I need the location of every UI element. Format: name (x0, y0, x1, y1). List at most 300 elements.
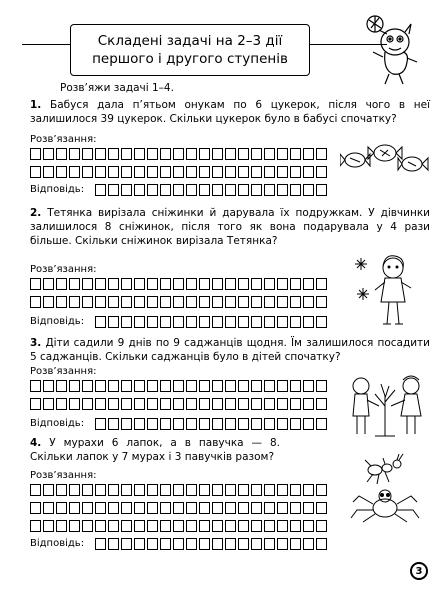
grid-cell[interactable] (69, 502, 80, 514)
grid-cell[interactable] (290, 296, 301, 308)
grid-cell[interactable] (316, 520, 327, 532)
grid-cell[interactable] (56, 296, 67, 308)
answer-grid-row[interactable] (30, 148, 329, 160)
grid-cell[interactable] (316, 398, 327, 410)
grid-cell[interactable] (43, 166, 54, 178)
grid-cell[interactable] (69, 278, 80, 290)
grid-cell[interactable] (147, 538, 158, 550)
grid-cell[interactable] (69, 296, 80, 308)
grid-cell[interactable] (160, 418, 171, 430)
grid-cell[interactable] (264, 316, 275, 328)
grid-cell[interactable] (160, 380, 171, 392)
grid-cell[interactable] (238, 538, 249, 550)
grid-cell[interactable] (147, 296, 158, 308)
grid-cell[interactable] (56, 166, 67, 178)
answer-grid-row[interactable] (95, 418, 329, 430)
grid-cell[interactable] (186, 520, 197, 532)
grid-cell[interactable] (251, 538, 262, 550)
grid-cell[interactable] (160, 296, 171, 308)
grid-cell[interactable] (147, 278, 158, 290)
grid-cell[interactable] (43, 380, 54, 392)
grid-cell[interactable] (186, 502, 197, 514)
grid-cell[interactable] (316, 484, 327, 496)
grid-cell[interactable] (173, 184, 184, 196)
grid-cell[interactable] (290, 148, 301, 160)
grid-cell[interactable] (212, 296, 223, 308)
grid-cell[interactable] (82, 398, 93, 410)
grid-cell[interactable] (173, 278, 184, 290)
grid-cell[interactable] (290, 398, 301, 410)
grid-cell[interactable] (30, 398, 41, 410)
grid-cell[interactable] (134, 502, 145, 514)
grid-cell[interactable] (121, 184, 132, 196)
grid-cell[interactable] (30, 502, 41, 514)
task-number: 2. (30, 207, 42, 219)
grid-cell[interactable] (290, 278, 301, 290)
grid-cell[interactable] (212, 148, 223, 160)
grid-cell[interactable] (160, 166, 171, 178)
grid-cell[interactable] (199, 502, 210, 514)
grid-cell[interactable] (199, 520, 210, 532)
grid-cell[interactable] (69, 380, 80, 392)
grid-cell[interactable] (56, 398, 67, 410)
grid-cell[interactable] (238, 484, 249, 496)
grid-cell[interactable] (121, 502, 132, 514)
answer-grid-row[interactable] (95, 538, 329, 550)
grid-cell[interactable] (199, 380, 210, 392)
grid-cell[interactable] (264, 278, 275, 290)
grid-cell[interactable] (134, 418, 145, 430)
grid-cell[interactable] (56, 484, 67, 496)
grid-cell[interactable] (264, 398, 275, 410)
grid-cell[interactable] (199, 278, 210, 290)
grid-cell[interactable] (134, 538, 145, 550)
grid-cell[interactable] (43, 520, 54, 532)
grid-cell[interactable] (95, 184, 106, 196)
grid-cell[interactable] (121, 148, 132, 160)
grid-cell[interactable] (30, 278, 41, 290)
grid-cell[interactable] (225, 296, 236, 308)
grid-cell[interactable] (95, 316, 106, 328)
grid-cell[interactable] (108, 184, 119, 196)
grid-cell[interactable] (212, 538, 223, 550)
grid-cell[interactable] (264, 418, 275, 430)
grid-cell[interactable] (134, 166, 145, 178)
grid-cell[interactable] (43, 484, 54, 496)
grid-cell[interactable] (186, 184, 197, 196)
grid-cell[interactable] (290, 538, 301, 550)
grid-cell[interactable] (43, 278, 54, 290)
title-box (70, 24, 310, 76)
grid-cell[interactable] (238, 502, 249, 514)
grid-cell[interactable] (212, 380, 223, 392)
grid-cell[interactable] (290, 316, 301, 328)
grid-cell[interactable] (303, 296, 314, 308)
grid-cell[interactable] (303, 278, 314, 290)
grid-cell[interactable] (173, 538, 184, 550)
grid-cell[interactable] (251, 166, 262, 178)
grid-cell[interactable] (121, 418, 132, 430)
grid-cell[interactable] (316, 184, 327, 196)
grid-cell[interactable] (147, 520, 158, 532)
grid-cell[interactable] (147, 418, 158, 430)
grid-cell[interactable] (264, 148, 275, 160)
grid-cell[interactable] (160, 184, 171, 196)
grid-cell[interactable] (238, 418, 249, 430)
grid-cell[interactable] (30, 148, 41, 160)
answer-grid-row[interactable] (30, 166, 329, 178)
grid-cell[interactable] (160, 538, 171, 550)
grid-cell[interactable] (212, 502, 223, 514)
grid-cell[interactable] (30, 296, 41, 308)
grid-cell[interactable] (238, 148, 249, 160)
grid-cell[interactable] (56, 278, 67, 290)
grid-cell[interactable] (277, 278, 288, 290)
grid-cell[interactable] (264, 502, 275, 514)
grid-cell[interactable] (147, 380, 158, 392)
grid-cell[interactable] (82, 148, 93, 160)
grid-cell[interactable] (264, 166, 275, 178)
grid-cell[interactable] (56, 502, 67, 514)
grid-cell[interactable] (82, 380, 93, 392)
grid-cell[interactable] (108, 148, 119, 160)
grid-cell[interactable] (264, 484, 275, 496)
grid-cell[interactable] (173, 296, 184, 308)
grid-cell[interactable] (225, 316, 236, 328)
grid-cell[interactable] (186, 316, 197, 328)
grid-cell[interactable] (212, 166, 223, 178)
grid-cell[interactable] (251, 148, 262, 160)
grid-cell[interactable] (56, 520, 67, 532)
grid-cell[interactable] (251, 398, 262, 410)
grid-cell[interactable] (147, 398, 158, 410)
grid-cell[interactable] (173, 380, 184, 392)
grid-cell[interactable] (160, 520, 171, 532)
grid-cell[interactable] (173, 484, 184, 496)
grid-cell[interactable] (108, 316, 119, 328)
grid-cell[interactable] (225, 502, 236, 514)
grid-cell[interactable] (238, 380, 249, 392)
grid-cell[interactable] (212, 184, 223, 196)
grid-cell[interactable] (238, 520, 249, 532)
task-text: Бабуся дала п’ятьом онукам по 6 цукерок, після чого в неї залишилося 39 цукерок. Скільки цукерок було в бабусі спочатку? (30, 99, 431, 125)
grid-cell[interactable] (212, 418, 223, 430)
grid-cell[interactable] (290, 502, 301, 514)
grid-cell[interactable] (290, 380, 301, 392)
grid-cell[interactable] (225, 538, 236, 550)
grid-cell[interactable] (108, 166, 119, 178)
answer-grid-row[interactable] (95, 316, 329, 328)
grid-cell[interactable] (121, 166, 132, 178)
grid-cell[interactable] (238, 184, 249, 196)
grid-cell[interactable] (173, 418, 184, 430)
grid-cell[interactable] (199, 418, 210, 430)
grid-cell[interactable] (108, 484, 119, 496)
grid-cell[interactable] (225, 520, 236, 532)
grid-cell[interactable] (108, 398, 119, 410)
grid-cell[interactable] (303, 380, 314, 392)
grid-cell[interactable] (238, 316, 249, 328)
grid-cell[interactable] (251, 484, 262, 496)
grid-cell[interactable] (251, 184, 262, 196)
grid-cell[interactable] (277, 316, 288, 328)
grid-cell[interactable] (290, 484, 301, 496)
grid-cell[interactable] (108, 278, 119, 290)
grid-cell[interactable] (108, 520, 119, 532)
grid-cell[interactable] (251, 316, 262, 328)
grid-cell[interactable] (316, 166, 327, 178)
grid-cell[interactable] (82, 484, 93, 496)
grid-cell[interactable] (316, 278, 327, 290)
grid-cell[interactable] (134, 484, 145, 496)
grid-cell[interactable] (95, 278, 106, 290)
grid-cell[interactable] (225, 278, 236, 290)
answer-grid-row[interactable] (95, 184, 329, 196)
grid-cell[interactable] (69, 148, 80, 160)
grid-cell[interactable] (121, 398, 132, 410)
grid-cell[interactable] (251, 278, 262, 290)
grid-cell[interactable] (212, 484, 223, 496)
grid-cell[interactable] (173, 398, 184, 410)
grid-cell[interactable] (108, 502, 119, 514)
grid-cell[interactable] (303, 418, 314, 430)
grid-cell[interactable] (212, 398, 223, 410)
grid-cell[interactable] (43, 502, 54, 514)
grid-cell[interactable] (277, 484, 288, 496)
grid-cell[interactable] (225, 484, 236, 496)
grid-cell[interactable] (95, 418, 106, 430)
grid-cell[interactable] (303, 184, 314, 196)
grid-cell[interactable] (121, 316, 132, 328)
grid-cell[interactable] (121, 296, 132, 308)
grid-cell[interactable] (108, 538, 119, 550)
grid-cell[interactable] (108, 418, 119, 430)
grid-cell[interactable] (277, 520, 288, 532)
task-number: 1. (30, 99, 42, 111)
grid-cell[interactable] (186, 418, 197, 430)
grid-cell[interactable] (147, 502, 158, 514)
grid-cell[interactable] (303, 166, 314, 178)
grid-cell[interactable] (147, 148, 158, 160)
grid-cell[interactable] (316, 148, 327, 160)
grid-cell[interactable] (160, 316, 171, 328)
grid-cell[interactable] (186, 166, 197, 178)
grid-cell[interactable] (95, 538, 106, 550)
grid-cell[interactable] (303, 316, 314, 328)
grid-cell[interactable] (264, 296, 275, 308)
grid-cell[interactable] (290, 166, 301, 178)
grid-cell[interactable] (186, 398, 197, 410)
grid-cell[interactable] (303, 398, 314, 410)
grid-cell[interactable] (277, 296, 288, 308)
grid-cell[interactable] (186, 296, 197, 308)
grid-cell[interactable] (225, 380, 236, 392)
grid-cell[interactable] (134, 296, 145, 308)
grid-cell[interactable] (160, 278, 171, 290)
grid-cell[interactable] (277, 166, 288, 178)
grid-cell[interactable] (225, 166, 236, 178)
grid-cell[interactable] (134, 380, 145, 392)
grid-cell[interactable] (30, 484, 41, 496)
answer-grid-row[interactable] (30, 398, 329, 410)
grid-cell[interactable] (277, 184, 288, 196)
answer-grid-row[interactable] (30, 296, 329, 308)
grid-cell[interactable] (95, 520, 106, 532)
grid-cell[interactable] (56, 148, 67, 160)
grid-cell[interactable] (95, 148, 106, 160)
grid-cell[interactable] (134, 148, 145, 160)
grid-cell[interactable] (316, 502, 327, 514)
grid-cell[interactable] (95, 166, 106, 178)
task-1 (30, 98, 430, 126)
grid-cell[interactable] (95, 484, 106, 496)
grid-cell[interactable] (82, 520, 93, 532)
grid-cell[interactable] (134, 398, 145, 410)
grid-cell[interactable] (251, 380, 262, 392)
grid-cell[interactable] (316, 296, 327, 308)
grid-cell[interactable] (82, 502, 93, 514)
grid-cell[interactable] (225, 418, 236, 430)
grid-cell[interactable] (43, 398, 54, 410)
grid-cell[interactable] (316, 538, 327, 550)
grid-cell[interactable] (277, 398, 288, 410)
grid-cell[interactable] (290, 520, 301, 532)
grid-cell[interactable] (238, 296, 249, 308)
grid-cell[interactable] (225, 184, 236, 196)
grid-cell[interactable] (264, 520, 275, 532)
grid-cell[interactable] (251, 418, 262, 430)
answer-grid-row[interactable] (30, 520, 329, 532)
grid-cell[interactable] (43, 148, 54, 160)
grid-cell[interactable] (290, 418, 301, 430)
grid-cell[interactable] (225, 398, 236, 410)
grid-cell[interactable] (238, 278, 249, 290)
grid-cell[interactable] (186, 380, 197, 392)
grid-cell[interactable] (69, 484, 80, 496)
grid-cell[interactable] (95, 398, 106, 410)
grid-cell[interactable] (199, 148, 210, 160)
grid-cell[interactable] (69, 520, 80, 532)
grid-cell[interactable] (108, 380, 119, 392)
grid-cell[interactable] (212, 520, 223, 532)
grid-cell[interactable] (199, 166, 210, 178)
grid-cell[interactable] (147, 184, 158, 196)
grid-cell[interactable] (160, 148, 171, 160)
grid-cell[interactable] (277, 538, 288, 550)
grid-cell[interactable] (251, 502, 262, 514)
grid-cell[interactable] (316, 380, 327, 392)
grid-cell[interactable] (173, 316, 184, 328)
grid-cell[interactable] (186, 148, 197, 160)
grid-cell[interactable] (121, 520, 132, 532)
grid-cell[interactable] (290, 184, 301, 196)
grid-cell[interactable] (186, 484, 197, 496)
grid-cell[interactable] (95, 380, 106, 392)
grid-cell[interactable] (303, 502, 314, 514)
grid-cell[interactable] (199, 538, 210, 550)
grid-cell[interactable] (303, 520, 314, 532)
grid-cell[interactable] (316, 316, 327, 328)
grid-cell[interactable] (95, 502, 106, 514)
grid-cell[interactable] (134, 278, 145, 290)
grid-cell[interactable] (173, 148, 184, 160)
grid-cell[interactable] (251, 296, 262, 308)
grid-cell[interactable] (134, 316, 145, 328)
grid-cell[interactable] (277, 502, 288, 514)
grid-cell[interactable] (199, 484, 210, 496)
grid-cell[interactable] (173, 166, 184, 178)
grid-cell[interactable] (264, 184, 275, 196)
grid-cell[interactable] (225, 148, 236, 160)
solution-label: Розв’язання: (30, 264, 97, 275)
grid-cell[interactable] (30, 166, 41, 178)
grid-cell[interactable] (277, 418, 288, 430)
grid-cell[interactable] (121, 484, 132, 496)
grid-cell[interactable] (134, 520, 145, 532)
grid-cell[interactable] (82, 296, 93, 308)
grid-cell[interactable] (199, 184, 210, 196)
grid-cell[interactable] (82, 166, 93, 178)
grid-cell[interactable] (121, 278, 132, 290)
grid-cell[interactable] (199, 398, 210, 410)
grid-cell[interactable] (134, 184, 145, 196)
grid-cell[interactable] (43, 296, 54, 308)
grid-cell[interactable] (69, 398, 80, 410)
candies-icon (340, 138, 430, 178)
grid-cell[interactable] (238, 398, 249, 410)
grid-cell[interactable] (277, 380, 288, 392)
answer-grid-row[interactable] (30, 484, 329, 496)
grid-cell[interactable] (212, 316, 223, 328)
grid-cell[interactable] (264, 380, 275, 392)
grid-cell[interactable] (303, 538, 314, 550)
grid-cell[interactable] (160, 484, 171, 496)
answer-grid-row[interactable] (30, 380, 329, 392)
grid-cell[interactable] (30, 520, 41, 532)
grid-cell[interactable] (173, 502, 184, 514)
grid-cell[interactable] (303, 148, 314, 160)
grid-cell[interactable] (251, 520, 262, 532)
grid-cell[interactable] (147, 484, 158, 496)
grid-cell[interactable] (147, 316, 158, 328)
grid-cell[interactable] (121, 380, 132, 392)
grid-cell[interactable] (199, 296, 210, 308)
answer-grid-row[interactable] (30, 278, 329, 290)
grid-cell[interactable] (173, 520, 184, 532)
grid-cell[interactable] (238, 166, 249, 178)
answer-grid-row[interactable] (30, 502, 329, 514)
grid-cell[interactable] (30, 380, 41, 392)
grid-cell[interactable] (160, 502, 171, 514)
grid-cell[interactable] (160, 398, 171, 410)
solution-label: Розв’язання: (30, 366, 97, 377)
grid-cell[interactable] (264, 538, 275, 550)
grid-cell[interactable] (121, 538, 132, 550)
grid-cell[interactable] (199, 316, 210, 328)
grid-cell[interactable] (277, 148, 288, 160)
grid-cell[interactable] (69, 166, 80, 178)
grid-cell[interactable] (186, 538, 197, 550)
grid-cell[interactable] (147, 166, 158, 178)
grid-cell[interactable] (82, 278, 93, 290)
grid-cell[interactable] (108, 296, 119, 308)
grid-cell[interactable] (95, 296, 106, 308)
grid-cell[interactable] (303, 484, 314, 496)
grid-cell[interactable] (56, 380, 67, 392)
grid-cell[interactable] (186, 278, 197, 290)
grid-cell[interactable] (212, 278, 223, 290)
grid-cell[interactable] (316, 418, 327, 430)
